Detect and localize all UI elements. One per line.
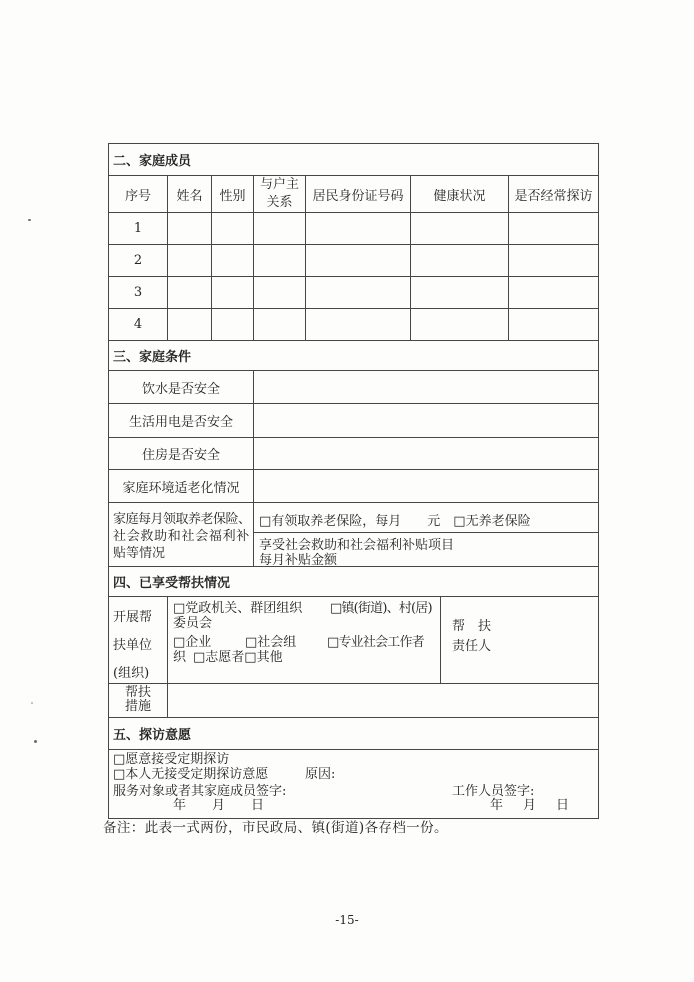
assistance-unit-options-cell: [167, 596, 441, 684]
pension-subsidy-label-cell: [108, 502, 254, 567]
member-seq: 4: [133, 317, 143, 332]
member-id-number-cell: [305, 212, 411, 245]
assistance-measures-label-line: 帮扶: [124, 685, 151, 700]
pension-subsidy-label-line: 社会救助和社会福利补: [113, 529, 251, 544]
housing-safety-label-cell: [108, 437, 254, 470]
assistance-unit-label-cell: [108, 596, 168, 684]
column-header-id-number-label: 居民身份证号码: [312, 188, 404, 204]
client-signature-date: 年 月 日: [173, 798, 265, 813]
member-seq: 3: [133, 285, 143, 300]
member-name-cell: [167, 276, 212, 309]
member-name-cell: [167, 308, 212, 341]
section-visit-header-row: [108, 717, 599, 750]
section-members-title: 二、家庭成员: [113, 154, 192, 169]
column-header-health: [410, 175, 509, 213]
form-footnote: 备注：此表一式两份，市民政局、镇(街道)各存档一份。: [103, 820, 448, 836]
column-header-gender-label: 性别: [219, 188, 246, 204]
electricity-safety-label: 生活用电是否安全: [128, 415, 233, 430]
subsidy-item-label: 享受社会救助和社会福利补贴项目: [259, 538, 455, 553]
housing-safety-label: 住房是否安全: [141, 448, 220, 463]
member-visited-cell: [508, 276, 599, 309]
family-visit-form-table: [108, 143, 599, 819]
member-gender-cell: [211, 212, 254, 245]
member-seq-cell: [108, 244, 168, 277]
member-relation-cell: [253, 308, 306, 341]
column-header-relation: [253, 175, 306, 213]
aging-adaptation-value-cell: [253, 469, 599, 503]
checkbox-option-social-worker: □专业社会工作者: [327, 635, 424, 650]
member-id-number-cell: [305, 244, 411, 277]
pension-subsidy-label-line: 家庭每月领取养老保险、: [113, 512, 251, 527]
member-relation-cell: [253, 244, 306, 277]
section-assistance-title: 四、已享受帮扶情况: [113, 576, 231, 591]
checkbox-option-town-village-continued: 委员会: [173, 616, 213, 631]
subsidy-details-cell: [253, 532, 599, 567]
subsidy-amount-label: 每月补贴金额: [259, 553, 338, 568]
member-relation-cell: [253, 212, 306, 245]
pension-options-cell: [253, 502, 599, 533]
column-header-relation-line: 关系: [266, 195, 293, 210]
column-header-visited-label: 是否经常探访: [514, 188, 593, 204]
member-seq-cell: [108, 212, 168, 245]
member-health-cell: [410, 212, 509, 245]
pension-subsidy-label-line: 贴等情况: [113, 546, 166, 561]
member-name-cell: [167, 212, 212, 245]
column-header-seq: [108, 175, 168, 213]
member-name-cell: [167, 244, 212, 277]
member-seq: 1: [133, 221, 143, 236]
checkbox-option-town-village: □镇(街道)、村(居): [330, 601, 432, 616]
member-gender-cell: [211, 308, 254, 341]
column-header-visited: [508, 175, 599, 213]
section-conditions-header-row: [108, 340, 599, 371]
section-visit-title: 五、探访意愿: [113, 728, 192, 743]
assistance-unit-label-line: 开展帮: [113, 610, 153, 625]
member-seq: 2: [133, 253, 143, 268]
aging-adaptation-label-cell: [108, 469, 254, 503]
member-visited-cell: [508, 212, 599, 245]
member-visited-cell: [508, 308, 599, 341]
column-header-seq-label: 序号: [124, 188, 151, 204]
member-relation-cell: [253, 276, 306, 309]
member-gender-cell: [211, 244, 254, 277]
client-signature-label: 服务对象或者其家庭成员签字:: [113, 784, 287, 799]
assistance-unit-label-line: (组织): [113, 666, 150, 681]
responsible-person-label-line: 帮 扶: [452, 619, 492, 634]
assistance-measures-label-line: 措施: [124, 699, 151, 714]
column-header-name: [167, 175, 212, 213]
member-gender-cell: [211, 276, 254, 309]
staff-signature-date: 年 月 日: [490, 798, 568, 813]
checkbox-option-enterprise: □企业: [173, 635, 212, 650]
column-header-gender: [211, 175, 254, 213]
member-seq-cell: [108, 276, 168, 309]
water-safety-value-cell: [253, 370, 599, 404]
member-id-number-cell: [305, 276, 411, 309]
section-assistance-header-row: [108, 566, 599, 597]
scan-speck: [31, 702, 33, 704]
column-header-name-label: 姓名: [176, 188, 203, 204]
decline-reason-label: 原因:: [305, 767, 336, 782]
member-id-number-cell: [305, 308, 411, 341]
member-health-cell: [410, 308, 509, 341]
responsible-person-label-line: 责任人: [452, 639, 492, 654]
scan-speck: [34, 740, 37, 743]
water-safety-label: 饮水是否安全: [141, 381, 220, 397]
member-health-cell: [410, 244, 509, 277]
responsible-person-cell: [440, 596, 599, 684]
column-header-relation-line: 与户主: [259, 177, 299, 192]
electricity-safety-label-cell: [108, 403, 254, 438]
checkbox-option-volunteer-other: □志愿者□其他: [193, 650, 283, 665]
visit-decline-option: □本人无接受定期探访意愿: [113, 767, 269, 782]
visit-accept-option: □愿意接受定期探访: [113, 752, 230, 767]
pension-options-text: □有领取养老保险，每月 元 □无养老保险: [259, 514, 531, 529]
checkbox-option-social-organization: □社会组: [245, 635, 297, 650]
assistance-measures-value-cell: [167, 683, 599, 718]
checkbox-option-party-government: □党政机关、群团组织: [173, 601, 303, 616]
column-header-health-label: 健康状况: [433, 188, 486, 204]
housing-safety-value-cell: [253, 437, 599, 470]
scan-speck: [28, 219, 31, 221]
section-conditions-title: 三、家庭条件: [113, 350, 192, 365]
water-safety-label-cell: [108, 370, 254, 404]
assistance-unit-label-line: 扶单位: [113, 638, 153, 653]
checkbox-option-social-organization-continued: 织: [173, 650, 187, 665]
member-health-cell: [410, 276, 509, 309]
visit-willingness-cell: [108, 749, 599, 819]
aging-adaptation-label: 家庭环境适老化情况: [122, 480, 240, 496]
staff-signature-label: 工作人员签字:: [452, 784, 535, 799]
member-visited-cell: [508, 244, 599, 277]
column-header-id-number: [305, 175, 411, 213]
section-members-header-row: [108, 143, 599, 176]
member-seq-cell: [108, 308, 168, 341]
electricity-safety-value-cell: [253, 403, 599, 438]
page-number: -15-: [335, 913, 359, 927]
assistance-measures-label-cell: [108, 683, 168, 718]
